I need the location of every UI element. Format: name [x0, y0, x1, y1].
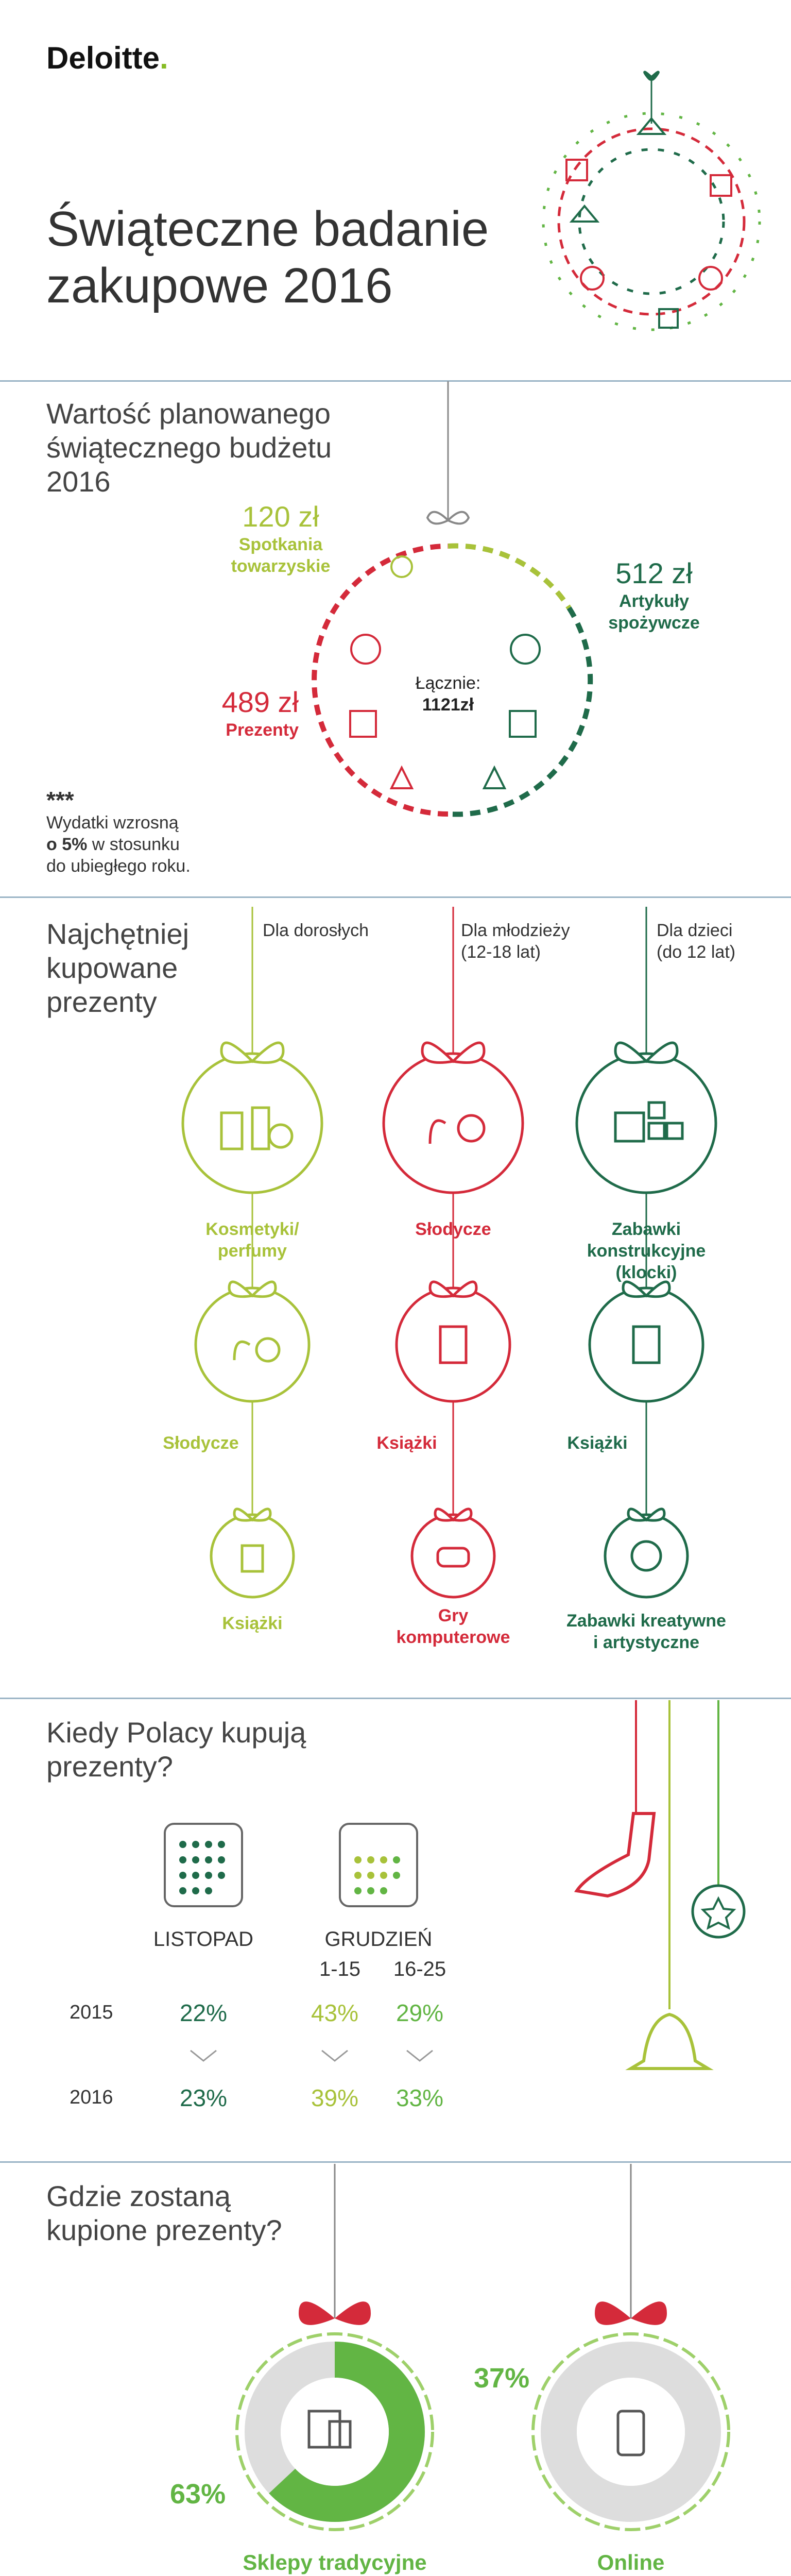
- ornaments: [0, 907, 791, 1669]
- divider: [0, 896, 791, 898]
- year-2015: 2015: [70, 2002, 113, 2023]
- gifts-heading: Najchętniej kupowane prezenty: [46, 918, 190, 1018]
- divider: [0, 2161, 791, 2163]
- when-heading: Kiedy Polacy kupują prezenty?: [46, 1716, 306, 1783]
- gift-kids-1: Zabawki konstrukcyjne (klocki): [587, 1219, 706, 1282]
- budget-social: 120 zł Spotkania towarzyskie: [231, 500, 331, 576]
- deloitte-logo: Deloitte.: [46, 41, 168, 75]
- traditional-wreath: [237, 2301, 433, 2530]
- pct-2016-dec-a: 39%: [311, 2084, 359, 2111]
- traditional-label: Sklepy tradycyjne: [243, 2550, 427, 2574]
- hanging-decorations: [515, 1700, 783, 2174]
- online-pct: 37%: [474, 2363, 530, 2394]
- year-2016: 2016: [70, 2087, 113, 2108]
- col-kids: Dla dzieci (do 12 lat): [657, 921, 736, 962]
- wreath-illustration: [515, 67, 772, 355]
- gift-teens-3: Gry komputerowe: [396, 1606, 510, 1647]
- budget-note: *** Wydatki wzrosną o 5% w stosunku do ubiegłego roku.: [46, 787, 191, 876]
- online-label: Online: [597, 2550, 665, 2574]
- online-wreath: [533, 2301, 729, 2530]
- where-heading: Gdzie zostaną kupione prezenty?: [46, 2180, 282, 2246]
- col-november: LISTOPAD: [153, 1928, 254, 1951]
- page-title: Świąteczne badanie zakupowe 2016: [46, 201, 489, 313]
- col-december: GRUDZIEŃ: [324, 1928, 433, 1951]
- pct-2016-dec-b: 33%: [396, 2084, 444, 2111]
- gift-kids-2: Książki: [567, 1433, 628, 1453]
- gift-kids-3: Zabawki kreatywne i artystyczne: [566, 1611, 726, 1652]
- gift-adults-3: Książki: [222, 1614, 283, 1633]
- col-dec-16-25: 16-25: [393, 1958, 446, 1980]
- gift-adults-2: Słodycze: [163, 1433, 239, 1453]
- gift-adults-1: Kosmetyki/ perfumy: [205, 1219, 299, 1261]
- chevrons: [170, 2043, 458, 2074]
- where-wreaths: [0, 2164, 791, 2576]
- col-dec-1-15: 1-15: [319, 1958, 361, 1980]
- gift-teens-1: Słodycze: [415, 1219, 491, 1239]
- budget-gifts: 489 zł Prezenty: [221, 686, 299, 740]
- gift-teens-2: Książki: [376, 1433, 437, 1453]
- pct-2015-dec-b: 29%: [396, 1999, 444, 2026]
- calendar-icons: [154, 1819, 484, 1927]
- traditional-pct: 63%: [170, 2479, 226, 2510]
- budget-food: 512 zł Artykuły spożywcze: [608, 557, 700, 633]
- budget-total: Łącznie: 1121zł: [415, 673, 481, 715]
- budget-heading: Wartość planowanego świątecznego budżetu 2016: [46, 397, 332, 498]
- pct-2016-nov: 23%: [179, 2084, 228, 2111]
- pct-2015-nov: 22%: [179, 1999, 228, 2026]
- col-adults: Dla dorosłych: [263, 921, 369, 940]
- col-teens: Dla młodzieży (12-18 lat): [461, 921, 570, 962]
- divider: [0, 1698, 791, 1699]
- pct-2015-dec-a: 43%: [311, 1999, 359, 2026]
